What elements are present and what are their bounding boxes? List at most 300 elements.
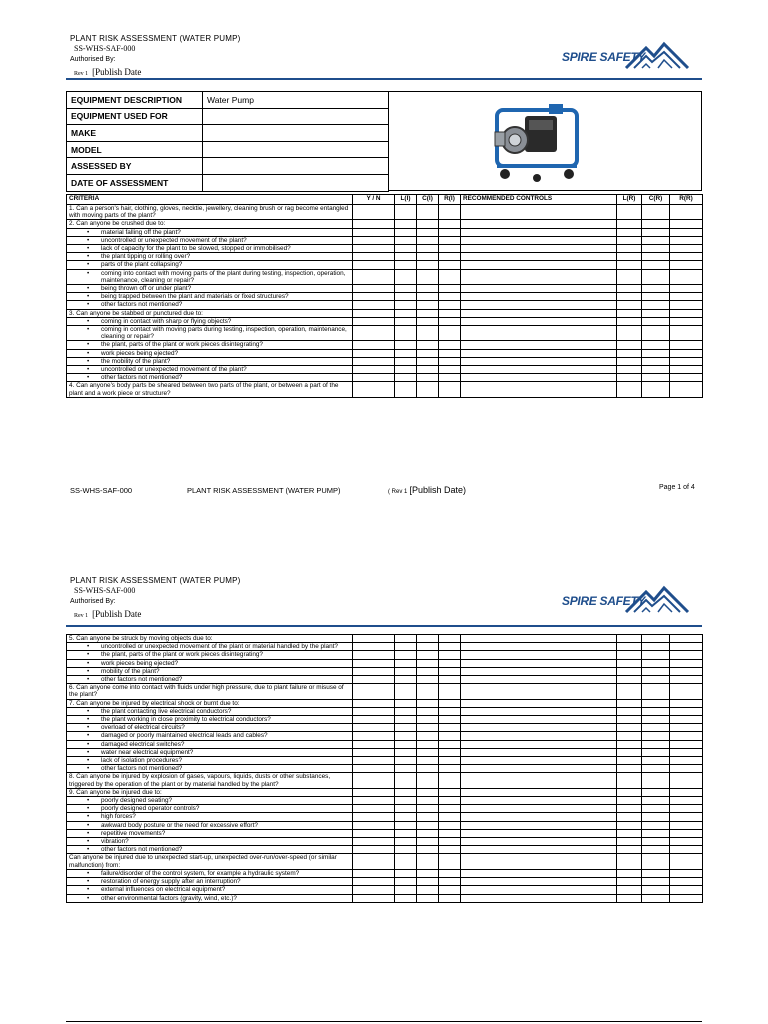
- likelihood-residual-cell[interactable]: [617, 220, 642, 228]
- recommended-controls-cell[interactable]: [461, 301, 617, 309]
- risk-residual-cell[interactable]: [670, 797, 703, 805]
- consequence-initial-cell[interactable]: [417, 869, 439, 877]
- risk-residual-cell[interactable]: [670, 366, 703, 374]
- likelihood-initial-cell[interactable]: [395, 261, 417, 269]
- consequence-residual-cell[interactable]: [642, 253, 670, 261]
- consequence-initial-cell[interactable]: [417, 886, 439, 894]
- consequence-initial-cell[interactable]: [417, 724, 439, 732]
- likelihood-residual-cell[interactable]: [617, 317, 642, 325]
- risk-initial-cell[interactable]: [439, 724, 461, 732]
- consequence-residual-cell[interactable]: [642, 309, 670, 317]
- consequence-initial-cell[interactable]: [417, 205, 439, 220]
- risk-residual-cell[interactable]: [670, 341, 703, 349]
- yn-cell[interactable]: [353, 374, 395, 382]
- risk-initial-cell[interactable]: [439, 366, 461, 374]
- risk-residual-cell[interactable]: [670, 326, 703, 341]
- likelihood-residual-cell[interactable]: [617, 869, 642, 877]
- yn-cell[interactable]: [353, 757, 395, 765]
- likelihood-initial-cell[interactable]: [395, 788, 417, 796]
- likelihood-initial-cell[interactable]: [395, 748, 417, 756]
- likelihood-initial-cell[interactable]: [395, 797, 417, 805]
- risk-initial-cell[interactable]: [439, 643, 461, 651]
- likelihood-residual-cell[interactable]: [617, 788, 642, 796]
- recommended-controls-cell[interactable]: [461, 732, 617, 740]
- risk-residual-cell[interactable]: [670, 878, 703, 886]
- risk-residual-cell[interactable]: [670, 659, 703, 667]
- consequence-residual-cell[interactable]: [642, 236, 670, 244]
- likelihood-residual-cell[interactable]: [617, 748, 642, 756]
- likelihood-initial-cell[interactable]: [395, 869, 417, 877]
- risk-residual-cell[interactable]: [670, 773, 703, 788]
- yn-cell[interactable]: [353, 886, 395, 894]
- consequence-initial-cell[interactable]: [417, 757, 439, 765]
- likelihood-initial-cell[interactable]: [395, 886, 417, 894]
- likelihood-initial-cell[interactable]: [395, 699, 417, 707]
- risk-initial-cell[interactable]: [439, 341, 461, 349]
- likelihood-initial-cell[interactable]: [395, 349, 417, 357]
- consequence-residual-cell[interactable]: [642, 854, 670, 869]
- risk-initial-cell[interactable]: [439, 659, 461, 667]
- equipment-value-field[interactable]: [203, 158, 389, 175]
- risk-residual-cell[interactable]: [670, 349, 703, 357]
- risk-residual-cell[interactable]: [670, 740, 703, 748]
- risk-initial-cell[interactable]: [439, 716, 461, 724]
- risk-initial-cell[interactable]: [439, 838, 461, 846]
- yn-cell[interactable]: [353, 797, 395, 805]
- recommended-controls-cell[interactable]: [461, 740, 617, 748]
- risk-residual-cell[interactable]: [670, 205, 703, 220]
- recommended-controls-cell[interactable]: [461, 716, 617, 724]
- likelihood-residual-cell[interactable]: [617, 707, 642, 715]
- risk-residual-cell[interactable]: [670, 854, 703, 869]
- yn-cell[interactable]: [353, 869, 395, 877]
- likelihood-initial-cell[interactable]: [395, 317, 417, 325]
- yn-cell[interactable]: [353, 317, 395, 325]
- likelihood-residual-cell[interactable]: [617, 724, 642, 732]
- consequence-residual-cell[interactable]: [642, 732, 670, 740]
- yn-cell[interactable]: [353, 261, 395, 269]
- recommended-controls-cell[interactable]: [461, 341, 617, 349]
- likelihood-initial-cell[interactable]: [395, 228, 417, 236]
- consequence-residual-cell[interactable]: [642, 366, 670, 374]
- risk-residual-cell[interactable]: [670, 245, 703, 253]
- consequence-initial-cell[interactable]: [417, 797, 439, 805]
- likelihood-residual-cell[interactable]: [617, 699, 642, 707]
- consequence-initial-cell[interactable]: [417, 651, 439, 659]
- risk-initial-cell[interactable]: [439, 382, 461, 397]
- risk-initial-cell[interactable]: [439, 317, 461, 325]
- likelihood-residual-cell[interactable]: [617, 635, 642, 643]
- consequence-residual-cell[interactable]: [642, 659, 670, 667]
- risk-residual-cell[interactable]: [670, 707, 703, 715]
- likelihood-residual-cell[interactable]: [617, 797, 642, 805]
- recommended-controls-cell[interactable]: [461, 643, 617, 651]
- equipment-value-field[interactable]: [203, 108, 389, 125]
- risk-initial-cell[interactable]: [439, 707, 461, 715]
- consequence-residual-cell[interactable]: [642, 326, 670, 341]
- risk-residual-cell[interactable]: [670, 788, 703, 796]
- risk-initial-cell[interactable]: [439, 757, 461, 765]
- likelihood-residual-cell[interactable]: [617, 676, 642, 684]
- risk-initial-cell[interactable]: [439, 773, 461, 788]
- risk-residual-cell[interactable]: [670, 220, 703, 228]
- risk-initial-cell[interactable]: [439, 357, 461, 365]
- consequence-residual-cell[interactable]: [642, 724, 670, 732]
- likelihood-initial-cell[interactable]: [395, 651, 417, 659]
- recommended-controls-cell[interactable]: [461, 894, 617, 902]
- risk-residual-cell[interactable]: [670, 228, 703, 236]
- yn-cell[interactable]: [353, 878, 395, 886]
- consequence-initial-cell[interactable]: [417, 788, 439, 796]
- likelihood-residual-cell[interactable]: [617, 382, 642, 397]
- yn-cell[interactable]: [353, 349, 395, 357]
- risk-initial-cell[interactable]: [439, 651, 461, 659]
- yn-cell[interactable]: [353, 293, 395, 301]
- risk-initial-cell[interactable]: [439, 635, 461, 643]
- likelihood-initial-cell[interactable]: [395, 285, 417, 293]
- consequence-residual-cell[interactable]: [642, 220, 670, 228]
- likelihood-initial-cell[interactable]: [395, 732, 417, 740]
- consequence-initial-cell[interactable]: [417, 740, 439, 748]
- consequence-initial-cell[interactable]: [417, 349, 439, 357]
- yn-cell[interactable]: [353, 285, 395, 293]
- consequence-initial-cell[interactable]: [417, 854, 439, 869]
- likelihood-initial-cell[interactable]: [395, 341, 417, 349]
- recommended-controls-cell[interactable]: [461, 236, 617, 244]
- likelihood-initial-cell[interactable]: [395, 716, 417, 724]
- yn-cell[interactable]: [353, 659, 395, 667]
- consequence-initial-cell[interactable]: [417, 821, 439, 829]
- recommended-controls-cell[interactable]: [461, 317, 617, 325]
- likelihood-initial-cell[interactable]: [395, 236, 417, 244]
- likelihood-residual-cell[interactable]: [617, 326, 642, 341]
- risk-initial-cell[interactable]: [439, 797, 461, 805]
- recommended-controls-cell[interactable]: [461, 228, 617, 236]
- consequence-residual-cell[interactable]: [642, 788, 670, 796]
- likelihood-initial-cell[interactable]: [395, 635, 417, 643]
- recommended-controls-cell[interactable]: [461, 253, 617, 261]
- risk-residual-cell[interactable]: [670, 382, 703, 397]
- risk-residual-cell[interactable]: [670, 886, 703, 894]
- recommended-controls-cell[interactable]: [461, 382, 617, 397]
- likelihood-initial-cell[interactable]: [395, 366, 417, 374]
- risk-initial-cell[interactable]: [439, 220, 461, 228]
- consequence-initial-cell[interactable]: [417, 838, 439, 846]
- consequence-initial-cell[interactable]: [417, 699, 439, 707]
- likelihood-residual-cell[interactable]: [617, 757, 642, 765]
- consequence-residual-cell[interactable]: [642, 707, 670, 715]
- consequence-residual-cell[interactable]: [642, 878, 670, 886]
- risk-initial-cell[interactable]: [439, 805, 461, 813]
- likelihood-residual-cell[interactable]: [617, 838, 642, 846]
- consequence-initial-cell[interactable]: [417, 382, 439, 397]
- risk-residual-cell[interactable]: [670, 357, 703, 365]
- consequence-residual-cell[interactable]: [642, 205, 670, 220]
- likelihood-initial-cell[interactable]: [395, 740, 417, 748]
- risk-initial-cell[interactable]: [439, 829, 461, 837]
- likelihood-initial-cell[interactable]: [395, 878, 417, 886]
- yn-cell[interactable]: [353, 707, 395, 715]
- risk-initial-cell[interactable]: [439, 869, 461, 877]
- consequence-residual-cell[interactable]: [642, 821, 670, 829]
- consequence-residual-cell[interactable]: [642, 797, 670, 805]
- risk-residual-cell[interactable]: [670, 821, 703, 829]
- recommended-controls-cell[interactable]: [461, 797, 617, 805]
- yn-cell[interactable]: [353, 357, 395, 365]
- consequence-initial-cell[interactable]: [417, 245, 439, 253]
- risk-initial-cell[interactable]: [439, 821, 461, 829]
- risk-residual-cell[interactable]: [670, 676, 703, 684]
- risk-initial-cell[interactable]: [439, 878, 461, 886]
- risk-initial-cell[interactable]: [439, 261, 461, 269]
- risk-residual-cell[interactable]: [670, 667, 703, 675]
- yn-cell[interactable]: [353, 829, 395, 837]
- risk-residual-cell[interactable]: [670, 635, 703, 643]
- likelihood-residual-cell[interactable]: [617, 651, 642, 659]
- likelihood-residual-cell[interactable]: [617, 366, 642, 374]
- likelihood-initial-cell[interactable]: [395, 293, 417, 301]
- recommended-controls-cell[interactable]: [461, 854, 617, 869]
- consequence-residual-cell[interactable]: [642, 757, 670, 765]
- likelihood-initial-cell[interactable]: [395, 846, 417, 854]
- recommended-controls-cell[interactable]: [461, 659, 617, 667]
- risk-initial-cell[interactable]: [439, 269, 461, 284]
- recommended-controls-cell[interactable]: [461, 285, 617, 293]
- consequence-residual-cell[interactable]: [642, 382, 670, 397]
- likelihood-initial-cell[interactable]: [395, 765, 417, 773]
- consequence-residual-cell[interactable]: [642, 261, 670, 269]
- yn-cell[interactable]: [353, 765, 395, 773]
- consequence-initial-cell[interactable]: [417, 805, 439, 813]
- consequence-residual-cell[interactable]: [642, 748, 670, 756]
- risk-initial-cell[interactable]: [439, 236, 461, 244]
- likelihood-residual-cell[interactable]: [617, 285, 642, 293]
- recommended-controls-cell[interactable]: [461, 748, 617, 756]
- recommended-controls-cell[interactable]: [461, 205, 617, 220]
- risk-residual-cell[interactable]: [670, 699, 703, 707]
- consequence-initial-cell[interactable]: [417, 261, 439, 269]
- consequence-initial-cell[interactable]: [417, 326, 439, 341]
- consequence-residual-cell[interactable]: [642, 317, 670, 325]
- consequence-initial-cell[interactable]: [417, 220, 439, 228]
- likelihood-residual-cell[interactable]: [617, 773, 642, 788]
- recommended-controls-cell[interactable]: [461, 349, 617, 357]
- yn-cell[interactable]: [353, 366, 395, 374]
- risk-residual-cell[interactable]: [670, 757, 703, 765]
- yn-cell[interactable]: [353, 643, 395, 651]
- consequence-initial-cell[interactable]: [417, 285, 439, 293]
- yn-cell[interactable]: [353, 309, 395, 317]
- recommended-controls-cell[interactable]: [461, 699, 617, 707]
- yn-cell[interactable]: [353, 245, 395, 253]
- equipment-value-field[interactable]: [203, 174, 389, 191]
- likelihood-initial-cell[interactable]: [395, 301, 417, 309]
- consequence-residual-cell[interactable]: [642, 684, 670, 699]
- consequence-residual-cell[interactable]: [642, 699, 670, 707]
- recommended-controls-cell[interactable]: [461, 261, 617, 269]
- risk-residual-cell[interactable]: [670, 732, 703, 740]
- risk-initial-cell[interactable]: [439, 374, 461, 382]
- consequence-initial-cell[interactable]: [417, 228, 439, 236]
- likelihood-initial-cell[interactable]: [395, 676, 417, 684]
- risk-residual-cell[interactable]: [670, 374, 703, 382]
- risk-residual-cell[interactable]: [670, 643, 703, 651]
- risk-residual-cell[interactable]: [670, 829, 703, 837]
- likelihood-residual-cell[interactable]: [617, 301, 642, 309]
- likelihood-initial-cell[interactable]: [395, 357, 417, 365]
- recommended-controls-cell[interactable]: [461, 886, 617, 894]
- likelihood-initial-cell[interactable]: [395, 821, 417, 829]
- consequence-residual-cell[interactable]: [642, 228, 670, 236]
- likelihood-residual-cell[interactable]: [617, 659, 642, 667]
- yn-cell[interactable]: [353, 253, 395, 261]
- consequence-residual-cell[interactable]: [642, 846, 670, 854]
- yn-cell[interactable]: [353, 382, 395, 397]
- consequence-initial-cell[interactable]: [417, 269, 439, 284]
- risk-initial-cell[interactable]: [439, 245, 461, 253]
- risk-residual-cell[interactable]: [670, 236, 703, 244]
- consequence-initial-cell[interactable]: [417, 366, 439, 374]
- risk-initial-cell[interactable]: [439, 684, 461, 699]
- risk-residual-cell[interactable]: [670, 869, 703, 877]
- risk-initial-cell[interactable]: [439, 253, 461, 261]
- yn-cell[interactable]: [353, 894, 395, 902]
- yn-cell[interactable]: [353, 301, 395, 309]
- yn-cell[interactable]: [353, 732, 395, 740]
- consequence-residual-cell[interactable]: [642, 357, 670, 365]
- likelihood-residual-cell[interactable]: [617, 205, 642, 220]
- recommended-controls-cell[interactable]: [461, 326, 617, 341]
- yn-cell[interactable]: [353, 788, 395, 796]
- yn-cell[interactable]: [353, 635, 395, 643]
- likelihood-residual-cell[interactable]: [617, 829, 642, 837]
- likelihood-residual-cell[interactable]: [617, 349, 642, 357]
- risk-residual-cell[interactable]: [670, 846, 703, 854]
- risk-initial-cell[interactable]: [439, 349, 461, 357]
- recommended-controls-cell[interactable]: [461, 667, 617, 675]
- recommended-controls-cell[interactable]: [461, 829, 617, 837]
- yn-cell[interactable]: [353, 341, 395, 349]
- consequence-initial-cell[interactable]: [417, 707, 439, 715]
- likelihood-initial-cell[interactable]: [395, 205, 417, 220]
- consequence-initial-cell[interactable]: [417, 659, 439, 667]
- likelihood-initial-cell[interactable]: [395, 326, 417, 341]
- consequence-initial-cell[interactable]: [417, 716, 439, 724]
- likelihood-residual-cell[interactable]: [617, 854, 642, 869]
- likelihood-initial-cell[interactable]: [395, 220, 417, 228]
- consequence-initial-cell[interactable]: [417, 676, 439, 684]
- yn-cell[interactable]: [353, 838, 395, 846]
- yn-cell[interactable]: [353, 667, 395, 675]
- yn-cell[interactable]: [353, 269, 395, 284]
- consequence-residual-cell[interactable]: [642, 869, 670, 877]
- yn-cell[interactable]: [353, 326, 395, 341]
- yn-cell[interactable]: [353, 773, 395, 788]
- recommended-controls-cell[interactable]: [461, 707, 617, 715]
- consequence-residual-cell[interactable]: [642, 635, 670, 643]
- consequence-residual-cell[interactable]: [642, 374, 670, 382]
- consequence-residual-cell[interactable]: [642, 894, 670, 902]
- consequence-residual-cell[interactable]: [642, 805, 670, 813]
- likelihood-initial-cell[interactable]: [395, 382, 417, 397]
- likelihood-initial-cell[interactable]: [395, 309, 417, 317]
- equipment-value-field[interactable]: [203, 125, 389, 142]
- recommended-controls-cell[interactable]: [461, 293, 617, 301]
- recommended-controls-cell[interactable]: [461, 269, 617, 284]
- recommended-controls-cell[interactable]: [461, 773, 617, 788]
- risk-initial-cell[interactable]: [439, 699, 461, 707]
- consequence-initial-cell[interactable]: [417, 878, 439, 886]
- risk-initial-cell[interactable]: [439, 765, 461, 773]
- risk-residual-cell[interactable]: [670, 317, 703, 325]
- recommended-controls-cell[interactable]: [461, 245, 617, 253]
- risk-initial-cell[interactable]: [439, 886, 461, 894]
- consequence-residual-cell[interactable]: [642, 813, 670, 821]
- yn-cell[interactable]: [353, 220, 395, 228]
- risk-initial-cell[interactable]: [439, 309, 461, 317]
- likelihood-residual-cell[interactable]: [617, 309, 642, 317]
- likelihood-residual-cell[interactable]: [617, 269, 642, 284]
- consequence-residual-cell[interactable]: [642, 293, 670, 301]
- likelihood-initial-cell[interactable]: [395, 854, 417, 869]
- recommended-controls-cell[interactable]: [461, 309, 617, 317]
- likelihood-residual-cell[interactable]: [617, 643, 642, 651]
- likelihood-residual-cell[interactable]: [617, 732, 642, 740]
- yn-cell[interactable]: [353, 748, 395, 756]
- consequence-residual-cell[interactable]: [642, 829, 670, 837]
- risk-residual-cell[interactable]: [670, 838, 703, 846]
- consequence-initial-cell[interactable]: [417, 667, 439, 675]
- recommended-controls-cell[interactable]: [461, 878, 617, 886]
- equipment-value-field[interactable]: Water Pump: [203, 92, 389, 109]
- recommended-controls-cell[interactable]: [461, 765, 617, 773]
- consequence-initial-cell[interactable]: [417, 357, 439, 365]
- consequence-residual-cell[interactable]: [642, 285, 670, 293]
- likelihood-residual-cell[interactable]: [617, 228, 642, 236]
- risk-residual-cell[interactable]: [670, 748, 703, 756]
- consequence-residual-cell[interactable]: [642, 301, 670, 309]
- risk-residual-cell[interactable]: [670, 894, 703, 902]
- consequence-initial-cell[interactable]: [417, 894, 439, 902]
- yn-cell[interactable]: [353, 846, 395, 854]
- recommended-controls-cell[interactable]: [461, 846, 617, 854]
- risk-residual-cell[interactable]: [670, 805, 703, 813]
- risk-residual-cell[interactable]: [670, 684, 703, 699]
- yn-cell[interactable]: [353, 716, 395, 724]
- consequence-residual-cell[interactable]: [642, 773, 670, 788]
- likelihood-initial-cell[interactable]: [395, 773, 417, 788]
- consequence-initial-cell[interactable]: [417, 684, 439, 699]
- likelihood-residual-cell[interactable]: [617, 245, 642, 253]
- recommended-controls-cell[interactable]: [461, 357, 617, 365]
- risk-initial-cell[interactable]: [439, 894, 461, 902]
- risk-initial-cell[interactable]: [439, 301, 461, 309]
- recommended-controls-cell[interactable]: [461, 805, 617, 813]
- recommended-controls-cell[interactable]: [461, 757, 617, 765]
- risk-initial-cell[interactable]: [439, 748, 461, 756]
- likelihood-residual-cell[interactable]: [617, 293, 642, 301]
- recommended-controls-cell[interactable]: [461, 366, 617, 374]
- consequence-residual-cell[interactable]: [642, 765, 670, 773]
- likelihood-residual-cell[interactable]: [617, 374, 642, 382]
- consequence-initial-cell[interactable]: [417, 309, 439, 317]
- risk-residual-cell[interactable]: [670, 724, 703, 732]
- likelihood-residual-cell[interactable]: [617, 684, 642, 699]
- risk-initial-cell[interactable]: [439, 813, 461, 821]
- yn-cell[interactable]: [353, 684, 395, 699]
- likelihood-residual-cell[interactable]: [617, 821, 642, 829]
- likelihood-residual-cell[interactable]: [617, 846, 642, 854]
